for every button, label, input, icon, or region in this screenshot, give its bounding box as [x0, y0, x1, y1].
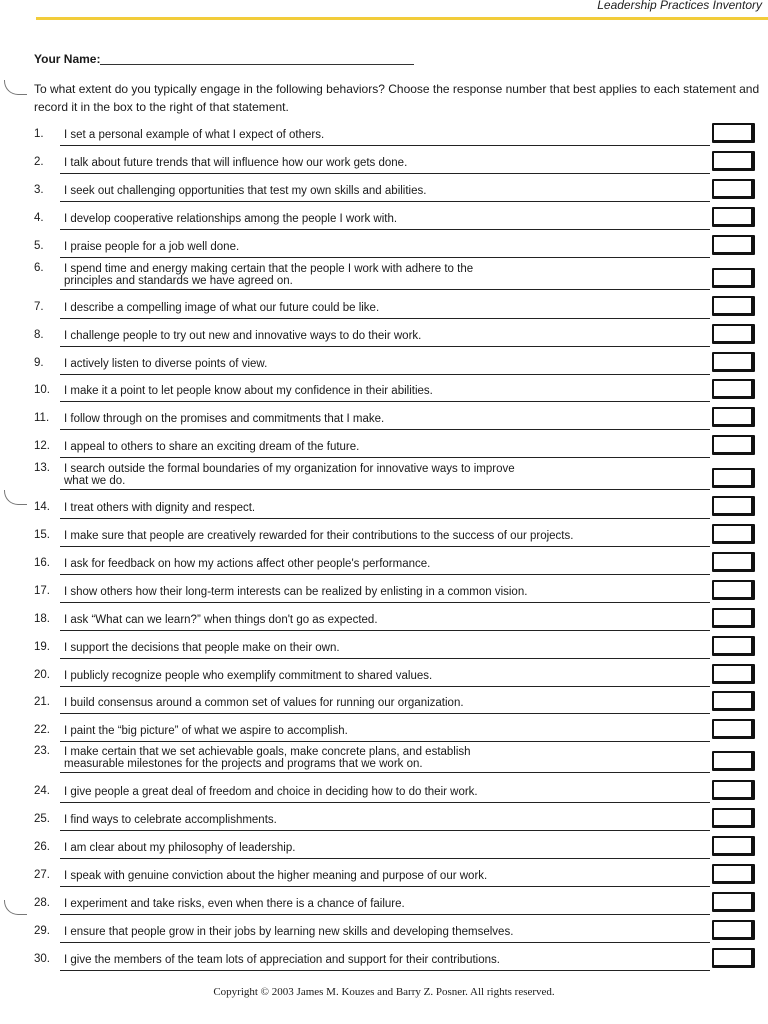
statement-text: I show others how their long-term interests can be realized by enlisting in a common vision.	[64, 586, 528, 598]
statement-rule	[60, 741, 710, 742]
response-box[interactable]	[712, 496, 755, 516]
response-box[interactable]	[712, 379, 755, 399]
response-box[interactable]	[712, 324, 755, 344]
statement-text: I talk about future trends that will influence how our work gets done.	[64, 157, 408, 169]
statement-rule	[60, 289, 710, 290]
statement-number: 9.	[34, 357, 44, 369]
statement-number: 7.	[34, 301, 44, 313]
response-box[interactable]	[712, 296, 755, 316]
statement-rule	[60, 942, 710, 943]
your-name-label: Your Name:	[34, 52, 101, 66]
statement-text: I make it a point to let people know about my confidence in their abilities.	[64, 385, 433, 397]
statement-text: I experiment and take risks, even when there is a chance of failure.	[64, 898, 405, 910]
statement-number: 20.	[34, 669, 50, 681]
statement-text: I challenge people to try out new and innovative ways to do their work.	[64, 330, 422, 342]
statement-text: I paint the “big picture” of what we aspire to accomplish.	[64, 725, 348, 737]
statement-number: 1.	[34, 128, 44, 140]
response-box[interactable]	[712, 207, 755, 227]
statement-rule	[60, 802, 710, 803]
page-header-title: Leadership Practices Inventory	[597, 0, 762, 12]
statement-number: 17.	[34, 585, 50, 597]
header-rule	[36, 17, 768, 20]
statement-rule	[60, 173, 710, 174]
response-box[interactable]	[712, 836, 755, 856]
statement-number: 2.	[34, 156, 44, 168]
statement-text: I actively listen to diverse points of view.	[64, 358, 268, 370]
statement-text: I make certain that we set achievable goals, make concrete plans, and establish measurable milestones for the projects and programs that we work on.	[64, 746, 471, 770]
statement-text: I publicly recognize people who exemplify commitment to shared values.	[64, 670, 433, 682]
response-box[interactable]	[712, 435, 755, 455]
statement-text: I describe a compelling image of what our future could be like.	[64, 302, 380, 314]
statement-text: I set a personal example of what I expect of others.	[64, 129, 325, 141]
statement-text: I treat others with dignity and respect.	[64, 502, 256, 514]
statement-rule	[60, 574, 710, 575]
statement-number: 14.	[34, 501, 50, 513]
statement-text: I spend time and energy making certain that the people I work with adhere to the principles and standards we have agreed on.	[64, 263, 474, 287]
statement-text: I search outside the formal boundaries of my organization for innovative ways to improve what we do.	[64, 463, 515, 487]
statement-number: 25.	[34, 813, 50, 825]
statement-number: 3.	[34, 184, 44, 196]
statement-rule	[60, 229, 710, 230]
response-box[interactable]	[712, 892, 755, 912]
statement-number: 15.	[34, 529, 50, 541]
statement-text: I appeal to others to share an exciting dream of the future.	[64, 441, 360, 453]
response-box[interactable]	[712, 920, 755, 940]
statement-rule	[60, 713, 710, 714]
punch-hole-mark	[4, 490, 27, 505]
response-box[interactable]	[712, 691, 755, 711]
statement-number: 24.	[34, 785, 50, 797]
statement-number: 16.	[34, 557, 50, 569]
statement-text: I give people a great deal of freedom and choice in deciding how to do their work.	[64, 786, 478, 798]
statement-rule	[60, 457, 710, 458]
response-box[interactable]	[712, 808, 755, 828]
statement-rule	[60, 201, 710, 202]
statement-text: I give the members of the team lots of appreciation and support for their contributions.	[64, 954, 500, 966]
statement-text: I ask for feedback on how my actions affect other people's performance.	[64, 558, 431, 570]
statement-rule	[60, 518, 710, 519]
statement-rule	[60, 858, 710, 859]
statement-text: I ask “What can we learn?” when things don't go as expected.	[64, 614, 378, 626]
statement-rule	[60, 602, 710, 603]
statement-rule	[60, 914, 710, 915]
statement-rule	[60, 257, 710, 258]
punch-hole-mark	[4, 80, 27, 95]
statement-text: I praise people for a job well done.	[64, 241, 240, 253]
statement-number: 11.	[34, 412, 50, 424]
statement-number: 23.	[34, 745, 50, 757]
statement-rule	[60, 546, 710, 547]
response-box[interactable]	[712, 524, 755, 544]
statement-rule	[60, 346, 710, 347]
statement-text: I am clear about my philosophy of leadership.	[64, 842, 296, 854]
statement-text: I follow through on the promises and commitments that I make.	[64, 413, 385, 425]
instructions-text: To what extent do you typically engage in the following behaviors? Choose the response number that best applies to each statement and record it in the box to the right of that statement.	[34, 82, 760, 114]
copyright-notice: Copyright © 2003 James M. Kouzes and Barry Z. Posner. All rights reserved.	[213, 986, 555, 998]
response-box[interactable]	[712, 636, 755, 656]
statement-number: 21.	[34, 696, 50, 708]
response-box[interactable]	[712, 664, 755, 684]
response-box[interactable]	[712, 268, 755, 288]
response-box[interactable]	[712, 235, 755, 255]
statement-number: 12.	[34, 440, 50, 452]
statement-number: 6.	[34, 262, 44, 274]
statement-rule	[60, 374, 710, 375]
statement-rule	[60, 401, 710, 402]
statement-text: I speak with genuine conviction about the higher meaning and purpose of our work.	[64, 870, 488, 882]
statement-rule	[60, 686, 710, 687]
response-box[interactable]	[712, 468, 755, 488]
response-box[interactable]	[712, 407, 755, 427]
response-box[interactable]	[712, 352, 755, 372]
response-box[interactable]	[712, 608, 755, 628]
response-box[interactable]	[712, 179, 755, 199]
statement-text: I support the decisions that people make on their own.	[64, 642, 340, 654]
statement-number: 5.	[34, 240, 44, 252]
statement-number: 30.	[34, 953, 50, 965]
statement-number: 10.	[34, 384, 50, 396]
statement-number: 27.	[34, 869, 50, 881]
statement-rule	[60, 145, 710, 146]
punch-hole-mark	[4, 900, 27, 915]
response-box[interactable]	[712, 948, 755, 968]
statement-rule	[60, 658, 710, 659]
response-box[interactable]	[712, 719, 755, 739]
statement-text: I seek out challenging opportunities that test my own skills and abilities.	[64, 185, 427, 197]
your-name-field[interactable]	[100, 64, 414, 65]
statement-text: I find ways to celebrate accomplishments.	[64, 814, 277, 826]
statement-text: I make sure that people are creatively rewarded for their contributions to the success of our projects.	[64, 530, 574, 542]
statement-number: 13.	[34, 462, 50, 474]
response-box[interactable]	[712, 751, 755, 771]
statement-number: 19.	[34, 641, 50, 653]
statement-text: I build consensus around a common set of values for running our organization.	[64, 697, 464, 709]
response-box[interactable]	[712, 780, 755, 800]
response-box[interactable]	[712, 151, 755, 171]
statement-text: I develop cooperative relationships among the people I work with.	[64, 213, 398, 225]
statement-rule	[60, 630, 710, 631]
statement-rule	[60, 489, 710, 490]
statement-rule	[60, 318, 710, 319]
statement-number: 22.	[34, 724, 50, 736]
response-box[interactable]	[712, 864, 755, 884]
statement-rule	[60, 772, 710, 773]
response-box[interactable]	[712, 552, 755, 572]
statement-number: 18.	[34, 613, 50, 625]
statement-number: 4.	[34, 212, 44, 224]
statement-number: 29.	[34, 925, 50, 937]
statement-number: 28.	[34, 897, 50, 909]
statement-rule	[60, 970, 710, 971]
statement-number: 26.	[34, 841, 50, 853]
statement-rule	[60, 886, 710, 887]
statement-rule	[60, 429, 710, 430]
statement-rule	[60, 830, 710, 831]
response-box[interactable]	[712, 123, 755, 143]
statement-number: 8.	[34, 329, 44, 341]
statement-text: I ensure that people grow in their jobs by learning new skills and developing themselves.	[64, 926, 514, 938]
response-box[interactable]	[712, 580, 755, 600]
